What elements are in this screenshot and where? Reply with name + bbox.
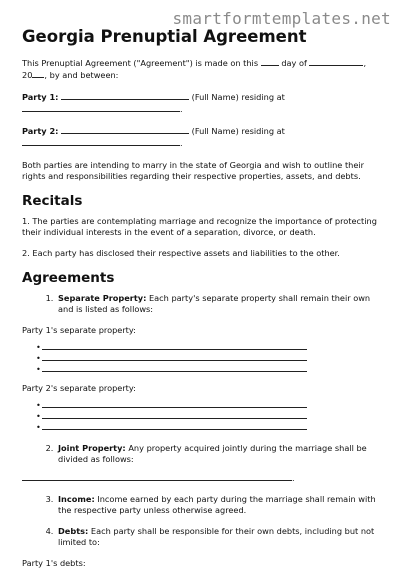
agreements-list-3 bbox=[22, 494, 387, 548]
intro-text-4: 20 bbox=[22, 70, 33, 80]
party1-name-blank[interactable] bbox=[61, 91, 189, 100]
intro-text-3: , bbox=[363, 58, 367, 68]
bullet-icon: • bbox=[36, 411, 41, 421]
income-label: Income: bbox=[58, 494, 95, 504]
separate-property-text: Each party's separate property shall remain their own and is listed as follows: bbox=[58, 293, 371, 314]
property-line-blank[interactable] bbox=[42, 411, 307, 419]
bullet-icon: • bbox=[36, 353, 41, 363]
agreement-item-joint-property bbox=[56, 443, 387, 465]
day-blank[interactable] bbox=[261, 57, 279, 66]
document-page bbox=[22, 26, 387, 569]
debts-label: Debts: bbox=[58, 526, 89, 536]
watermark: smartformtemplates.net bbox=[172, 9, 391, 28]
party2-name-blank[interactable] bbox=[61, 125, 189, 134]
intro-text-1: This Prenuptial Agreement ("Agreement") is made on this bbox=[22, 58, 259, 68]
debts-text: Each party shall be responsible for their own debts, including but not limited to: bbox=[58, 526, 375, 547]
joint-property-end: . bbox=[292, 473, 295, 483]
party1-property-label: Party 1's separate property: bbox=[22, 325, 136, 335]
income-text: Income earned by each party during the marriage shall remain with the respective party unless otherwise agreed. bbox=[58, 494, 376, 515]
list-item bbox=[36, 411, 387, 422]
recital-1: 1. The parties are contemplating marriage and recognize the importance of protecting their individual interests in the event of a separation, divorce, or death. bbox=[22, 216, 377, 237]
property-line-blank[interactable] bbox=[42, 364, 307, 372]
intro-text-5: , by and between: bbox=[44, 70, 119, 80]
party2-property-list bbox=[22, 400, 387, 433]
party1-paragraph bbox=[22, 91, 387, 115]
joint-property-line bbox=[22, 472, 387, 484]
purpose-paragraph: Both parties are intending to marry in the state of Georgia and wish to outline their rights and responsibilities regarding their respective properties, assets, and debts. bbox=[22, 160, 365, 181]
property-line-blank[interactable] bbox=[42, 342, 307, 350]
property-line-blank[interactable] bbox=[42, 400, 307, 408]
recital-2: 2. Each party has disclosed their respective assets and liabilities to the other. bbox=[22, 248, 340, 258]
bullet-icon: • bbox=[36, 364, 41, 374]
bullet-icon: • bbox=[36, 342, 41, 352]
joint-property-blank[interactable] bbox=[22, 472, 292, 481]
party2-end: . bbox=[180, 138, 183, 148]
party2-label: Party 2: bbox=[22, 126, 59, 136]
party2-address-blank[interactable] bbox=[22, 137, 180, 146]
list-item bbox=[36, 422, 387, 433]
bullet-icon: • bbox=[36, 422, 41, 432]
party1-fullname-note: (Full Name) residing at bbox=[191, 92, 285, 102]
document-title: Georgia Prenuptial Agreement bbox=[22, 27, 307, 46]
party1-property-list bbox=[22, 342, 387, 375]
party1-label: Party 1: bbox=[22, 92, 59, 102]
agreements-list-1 bbox=[22, 293, 387, 315]
recitals-heading: Recitals bbox=[22, 193, 83, 209]
party2-property-label: Party 2's separate property: bbox=[22, 383, 136, 393]
separate-property-label: Separate Property: bbox=[58, 293, 147, 303]
joint-property-label: Joint Property: bbox=[58, 443, 126, 453]
party2-fullname-note: (Full Name) residing at bbox=[191, 126, 285, 136]
party2-paragraph bbox=[22, 125, 387, 149]
agreement-item-debts bbox=[56, 526, 387, 548]
party1-debts-label: Party 1's debts: bbox=[22, 558, 86, 568]
property-line-blank[interactable] bbox=[42, 353, 307, 361]
year-blank[interactable] bbox=[32, 69, 44, 78]
list-item bbox=[36, 364, 387, 375]
party1-address-blank[interactable] bbox=[22, 103, 180, 112]
agreements-list-2 bbox=[22, 443, 387, 465]
list-item bbox=[36, 353, 387, 364]
list-item bbox=[36, 342, 387, 353]
agreements-heading: Agreements bbox=[22, 270, 115, 286]
property-line-blank[interactable] bbox=[42, 422, 307, 430]
joint-property-text: Any property acquired jointly during the marriage shall be divided as follows: bbox=[58, 443, 367, 464]
intro-paragraph bbox=[22, 57, 387, 81]
month-blank[interactable] bbox=[309, 57, 363, 66]
list-item bbox=[36, 400, 387, 411]
bullet-icon: • bbox=[36, 400, 41, 410]
agreement-item-separate-property bbox=[56, 293, 387, 315]
intro-text-2: day of bbox=[281, 58, 307, 68]
party1-end: . bbox=[180, 104, 183, 114]
agreement-item-income bbox=[56, 494, 387, 516]
